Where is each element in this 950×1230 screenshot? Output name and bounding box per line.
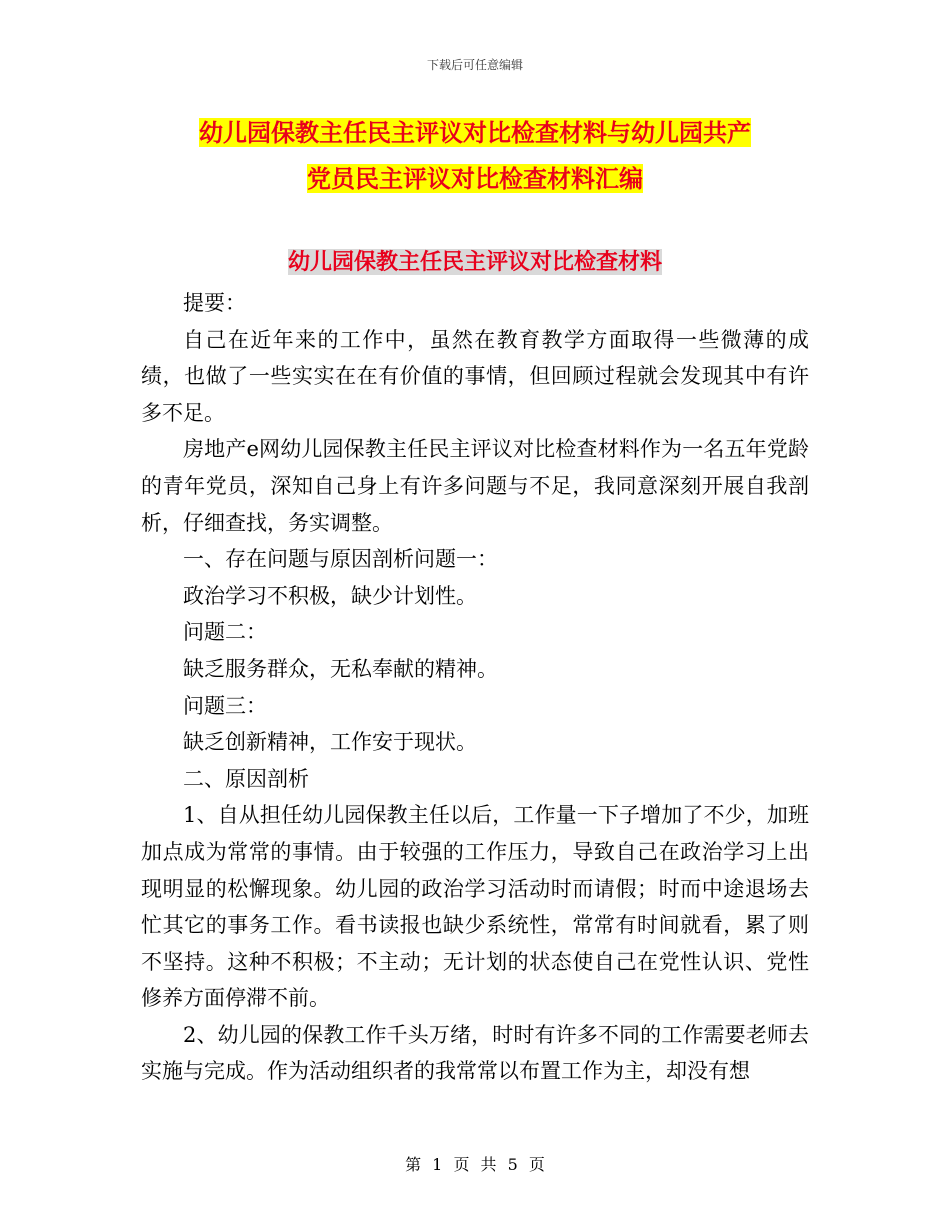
paragraph: 2、幼儿园的保教工作千头万绪，时时有许多不同的工作需要老师去实施与完成。作为活动组织者的我常常以布置工作为主，却没有想 [141, 1022, 809, 1084]
document-title-line-2: 党员民主评议对比检查材料汇编 [307, 164, 643, 193]
section-title-text: 幼儿园保教主任民主评议对比检查材料 [287, 249, 662, 275]
document-title-line-1: 幼儿园保教主任民主评议对比检查材料与幼儿园共产 [199, 118, 751, 147]
paragraph: 问题三： [183, 693, 267, 718]
paragraph: 政治学习不积极，缺少计划性。 [183, 583, 477, 608]
document-body [141, 285, 809, 1090]
page-number-footer: 第 1 页 共 5 页 [405, 1155, 545, 1174]
document-title [140, 110, 810, 202]
paragraph: 缺乏创新精神，工作安于现状。 [183, 730, 477, 755]
section-title [0, 244, 950, 280]
page-header-note: 下载后可任意编辑 [426, 58, 523, 72]
paragraph: 一、存在问题与原因剖析问题一： [183, 547, 498, 572]
paragraph: 缺乏服务群众，无私奉献的精神。 [183, 656, 498, 681]
paragraph: 自己在近年来的工作中，虽然在教育教学方面取得一些微薄的成绩，也做了一些实实在在有价值的事情，但回顾过程就会发现其中有许多不足。 [141, 327, 809, 425]
paragraph: 房地产e网幼儿园保教主任民主评议对比检查材料作为一名五年党龄的青年党员，深知自己身上有许多问题与不足，我同意深刻开展自我剖析，仔细查找，务实调整。 [141, 437, 809, 535]
paragraph: 二、原因剖析 [183, 766, 309, 791]
paragraph: 提要： [183, 291, 246, 315]
paragraph: 1、自从担任幼儿园保教主任以后，工作量一下子增加了不少，加班加点成为常常的事情。由于较强的工作压力，导致自己在政治学习上出现明显的松懈现象。幼儿园的政治学习活动时而请假；时而中途退场去忙其它的事务工作。看书读报也缺少系统性，常常有时间就看，累了则不坚持。这种不积极；不主动；无计划的状态使自己在党性认识、党性修养方面停滞不前。 [141, 803, 809, 1011]
paragraph: 问题二： [183, 620, 267, 645]
